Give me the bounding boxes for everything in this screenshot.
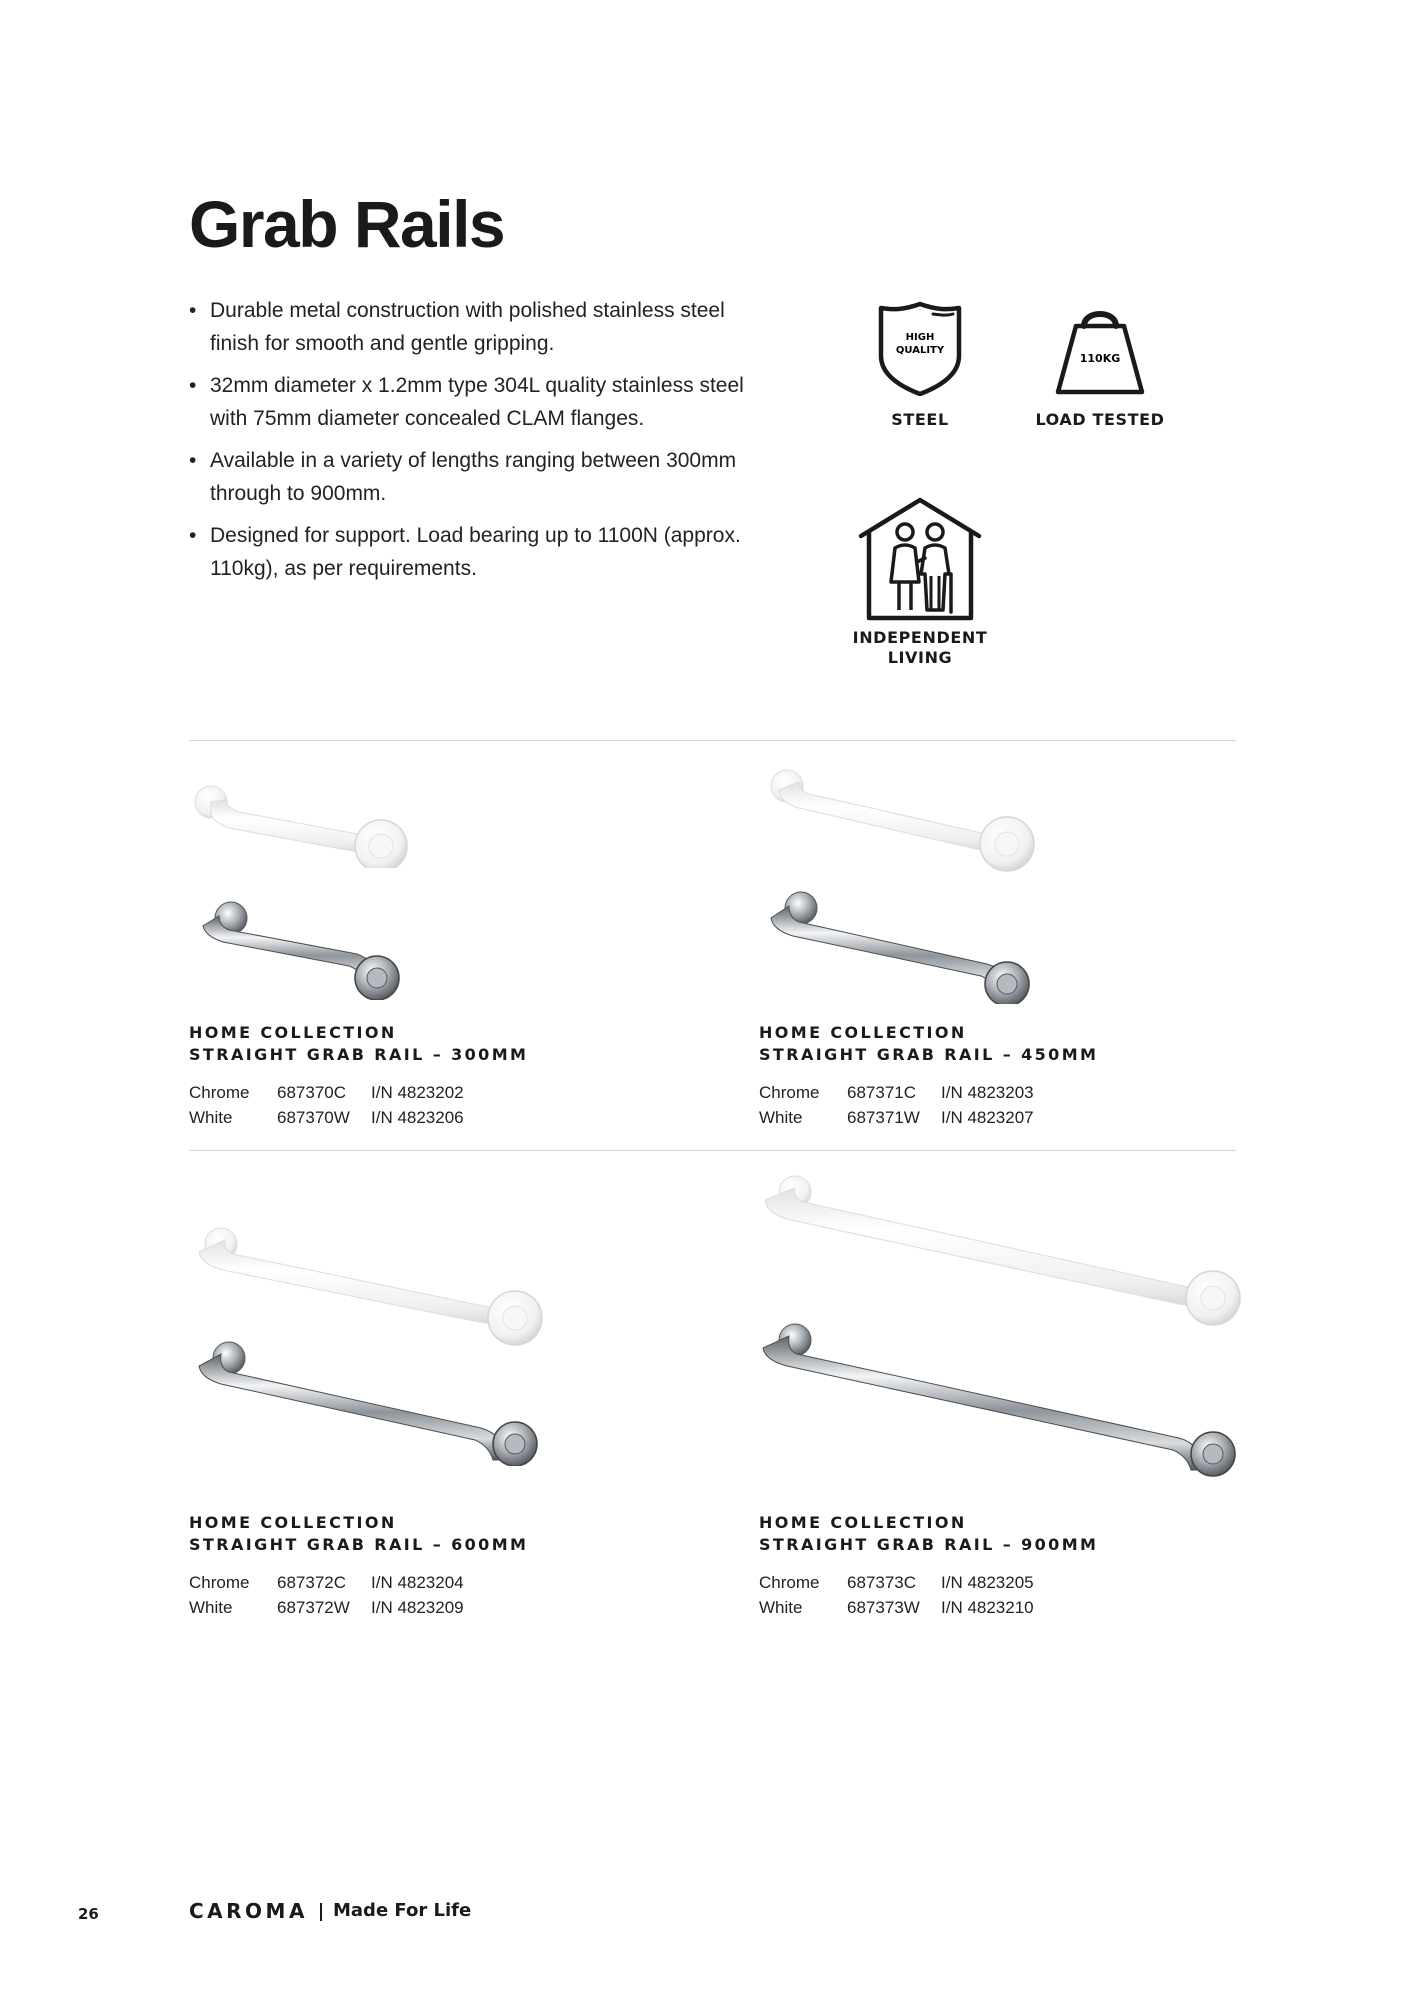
variant-code: 687373C: [847, 1573, 917, 1592]
variant-finish: White: [759, 1598, 803, 1617]
variant-in: I/N 4823210: [941, 1598, 1034, 1617]
variant-finish: White: [759, 1108, 803, 1127]
section-divider: [189, 1150, 1236, 1151]
page-title: Grab Rails: [189, 187, 505, 261]
product-collection: HOME COLLECTION: [189, 1513, 397, 1532]
load-tested-label: LOAD TESTED: [1035, 410, 1165, 429]
steel-badge: [860, 300, 980, 430]
variant-row: [759, 1595, 1034, 1620]
product-collection: HOME COLLECTION: [759, 1513, 967, 1532]
chrome-rail-image: [189, 1336, 549, 1466]
steel-badge-label: STEEL: [891, 410, 949, 429]
product-card: [759, 760, 1279, 1140]
variant-row: [189, 1570, 464, 1595]
variant-finish: Chrome: [759, 1573, 820, 1592]
variant-finish: White: [189, 1598, 233, 1617]
variant-in: I/N 4823202: [371, 1083, 464, 1102]
chrome-rail-image: [759, 1320, 1249, 1480]
load-tested-badge: [1020, 300, 1180, 430]
product-name: STRAIGHT GRAB RAIL – 600MM: [189, 1535, 529, 1554]
independent-living-badge: [840, 496, 1000, 668]
brand-logo: CAROMA: [189, 1899, 308, 1923]
variant-code: 687371W: [847, 1108, 920, 1127]
variant-row: [759, 1570, 1034, 1595]
chrome-rail-image: [759, 884, 1059, 1004]
feature-item: • Available in a variety of lengths ranging between 300mm through to 900mm.: [189, 444, 749, 510]
variant-row: [189, 1595, 464, 1620]
variant-code: 687372W: [277, 1598, 350, 1617]
shield-text-2: QUALITY: [895, 345, 945, 356]
white-rail-image: [189, 768, 429, 868]
white-rail-image: [759, 1170, 1249, 1330]
house-people-icon: [855, 496, 985, 622]
variant-in: I/N 4823203: [941, 1083, 1034, 1102]
variant-row: [189, 1105, 464, 1130]
page-number: 26: [78, 1905, 99, 1923]
product-collection: HOME COLLECTION: [759, 1023, 967, 1042]
feature-item: • 32mm diameter x 1.2mm type 304L quality stainless steel with 75mm diameter concealed CLAM flanges.: [189, 369, 749, 435]
independent-living-label-2: LIVING: [887, 648, 953, 667]
product-card: [759, 1180, 1259, 1620]
variant-finish: White: [189, 1108, 233, 1127]
variant-finish: Chrome: [759, 1083, 820, 1102]
chrome-rail-image: [189, 890, 429, 1000]
independent-living-label-1: INDEPENDENT: [852, 628, 988, 647]
feature-item: • Designed for support. Load bearing up to 1100N (approx. 110kg), as per requirements.: [189, 519, 749, 585]
variant-finish: Chrome: [189, 1573, 250, 1592]
variant-in: I/N 4823207: [941, 1108, 1034, 1127]
feature-list: [189, 294, 749, 594]
product-card: [189, 1180, 709, 1620]
section-divider: [189, 740, 1236, 741]
product-name: STRAIGHT GRAB RAIL – 450MM: [759, 1045, 1099, 1064]
white-rail-image: [759, 756, 1059, 876]
white-rail-image: [189, 1222, 549, 1352]
product-card: [189, 760, 709, 1140]
variant-in: I/N 4823206: [371, 1108, 464, 1127]
variant-code: 687370W: [277, 1108, 350, 1127]
variant-in: I/N 4823205: [941, 1573, 1034, 1592]
product-collection: HOME COLLECTION: [189, 1023, 397, 1042]
footer-separator: [320, 1903, 322, 1921]
variant-code: 687372C: [277, 1573, 347, 1592]
variant-row: [759, 1080, 1034, 1105]
variant-in: I/N 4823209: [371, 1598, 464, 1617]
variant-in: I/N 4823204: [371, 1573, 464, 1592]
product-name: STRAIGHT GRAB RAIL – 300MM: [189, 1045, 529, 1064]
brand-tagline: Made For Life: [333, 1900, 472, 1921]
shield-text-1: HIGH: [905, 332, 935, 343]
variant-code: 687370C: [277, 1083, 347, 1102]
weight-icon: [1052, 300, 1148, 396]
variant-code: 687373W: [847, 1598, 920, 1617]
weight-text: 110KG: [1079, 352, 1121, 365]
shield-icon: [875, 300, 965, 396]
variant-finish: Chrome: [189, 1083, 250, 1102]
feature-item: • Durable metal construction with polished stainless steel finish for smooth and gentle gripping.: [189, 294, 749, 360]
variant-code: 687371C: [847, 1083, 917, 1102]
variant-row: [759, 1105, 1034, 1130]
variant-row: [189, 1080, 464, 1105]
product-name: STRAIGHT GRAB RAIL – 900MM: [759, 1535, 1099, 1554]
